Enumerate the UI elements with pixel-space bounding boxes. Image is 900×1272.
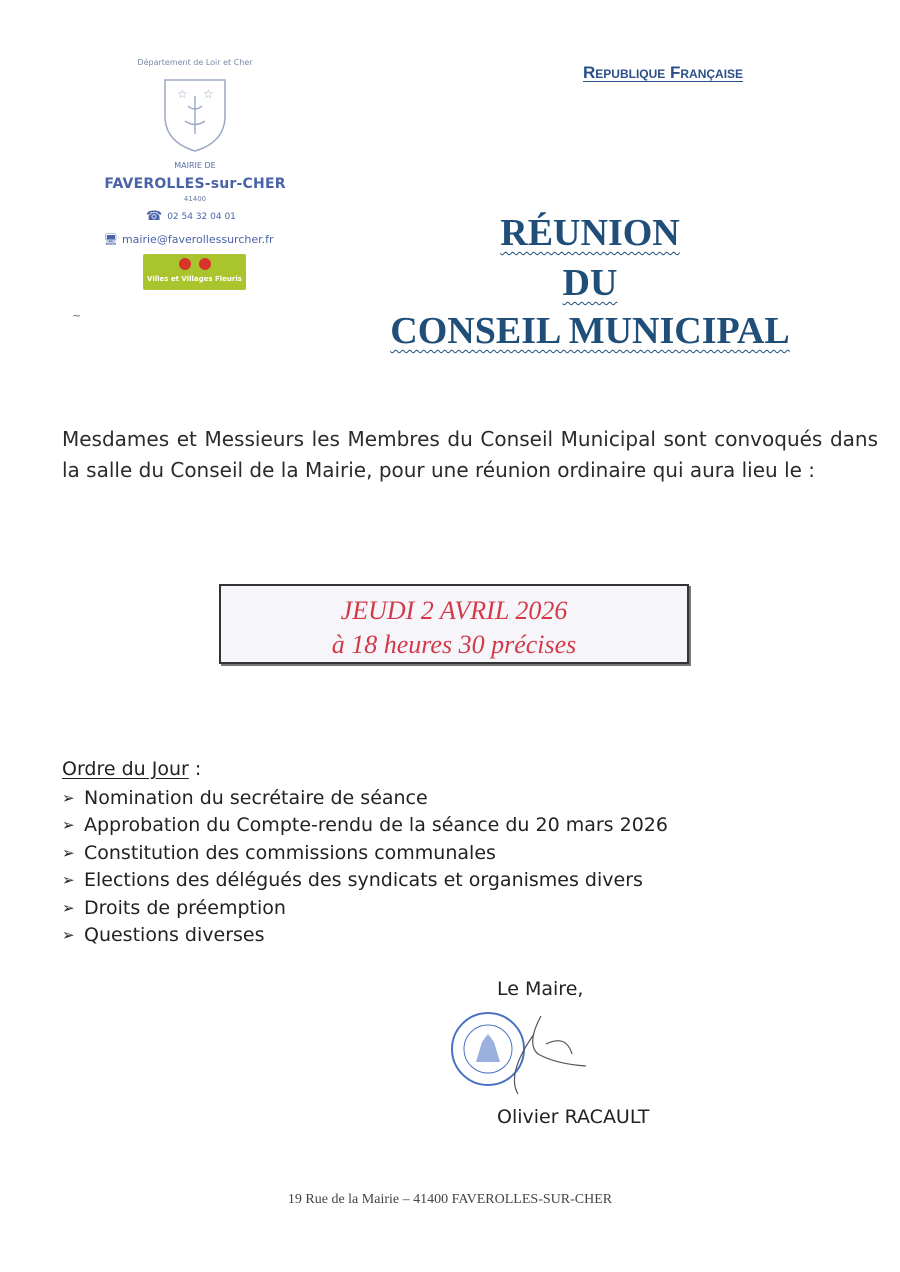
agenda-item-text: Constitution des commissions communales [84,841,496,864]
agenda-heading-text: Ordre du Jour [62,758,189,780]
list-item [62,922,668,949]
mairie-de-label: MAIRIE DE [174,161,216,170]
title-line-2: DU [562,262,618,304]
list-item [62,867,668,894]
stray-mark: ~ [72,309,82,322]
title-line-1: RÉUNION [500,212,680,254]
mairie-stamp-icon [446,1004,596,1099]
list-item [62,785,668,812]
agenda-heading-colon: : [188,758,202,780]
town-name: FAVEROLLES-sur-CHER [104,176,286,192]
computer-icon: 🖥 [104,233,118,246]
arrow-bullet-icon: ➢ [62,816,75,835]
agenda-list [62,785,668,949]
email-line [104,233,274,246]
flower-icon [199,258,211,270]
arrow-bullet-icon: ➢ [62,843,75,862]
meeting-date-box [219,584,689,664]
phone-icon: ☎ [146,209,163,224]
agenda-item-text: Approbation du Compte-rendu de la séance du 20 mars 2026 [84,814,668,837]
agenda-item-text: Elections des délégués des syndicats et organismes divers [84,869,643,892]
footer-address: 19 Rue de la Mairie – 41400 FAVEROLLES-SUR-CHER [287,1192,613,1207]
arrow-bullet-icon: ➢ [62,898,75,917]
list-item [62,812,668,839]
agenda-item-text: Questions diverses [84,924,265,947]
title-line-3: CONSEIL MUNICIPAL [390,310,790,352]
list-item [62,840,668,867]
agenda-heading [62,758,201,780]
villes-fleuris-badge [143,254,246,290]
arrow-bullet-icon: ➢ [62,871,75,890]
postcode: 41400 [183,195,207,203]
meeting-date: JEUDI 2 AVRIL 2026 [340,596,568,625]
list-item [62,895,668,922]
arrow-bullet-icon: ➢ [62,789,75,807]
coat-of-arms-icon [160,76,230,154]
phone-number: 02 54 32 04 01 [167,211,236,222]
republique-header: Republique Française [583,63,744,82]
svg-text:☆: ☆ [203,87,214,101]
department-label: Département de Loir et Cher [137,58,253,67]
agenda-item-text: Nomination du secrétaire de séance [84,787,428,809]
arrow-bullet-icon: ➢ [62,926,75,945]
svg-text:☆: ☆ [177,87,188,101]
email-address[interactable]: mairie@faverollessurcher.fr [121,233,274,246]
meeting-time: à 18 heures 30 précises [331,630,577,659]
signatory-name: Olivier RACAULT [497,1106,650,1128]
badge-label: Villes et Villages Fleuris [147,275,242,283]
signatory-role: Le Maire, [497,978,584,1000]
agenda-item-text: Droits de préemption [84,896,286,919]
flower-icon [179,258,191,270]
intro-paragraph: Mesdames et Messieurs les Membres du Conseil Municipal sont convoqués dans la salle du Conseil de la Mairie, pour une réunion ordinaire qui aura lieu le : [62,427,878,482]
phone-line [146,209,236,224]
